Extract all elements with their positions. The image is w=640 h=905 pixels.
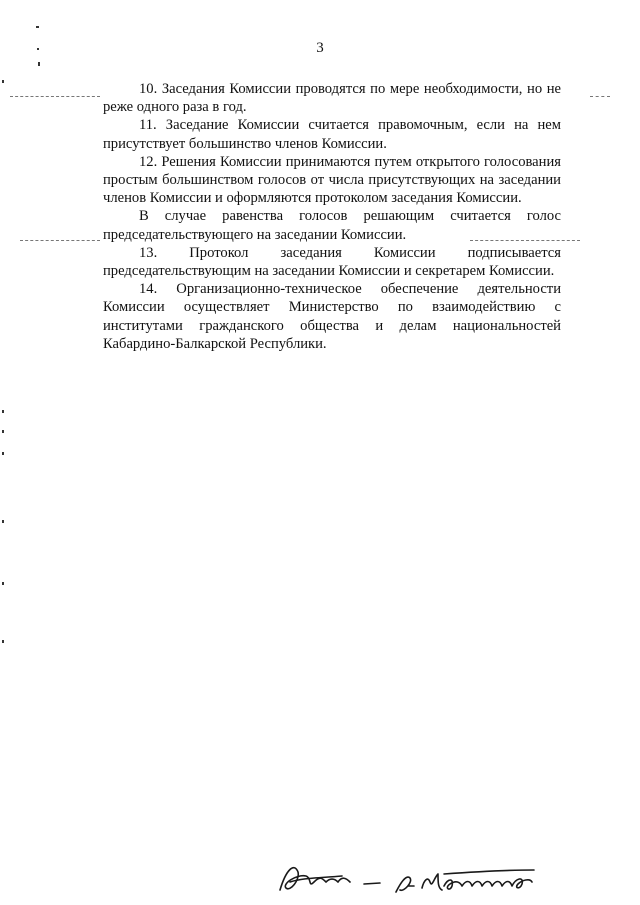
scan-speck xyxy=(2,430,4,433)
document-body xyxy=(103,80,561,353)
scan-speck xyxy=(2,80,4,83)
handwritten-signature xyxy=(272,848,572,903)
scan-streak xyxy=(10,96,100,98)
signature-scribble xyxy=(272,848,572,903)
paragraph-10: 10. Заседания Комиссии проводятся по мере необходимости, но не реже одного раза в год. xyxy=(103,81,561,116)
scan-streak xyxy=(20,240,100,242)
scan-streak xyxy=(590,96,610,98)
scan-speck xyxy=(2,520,4,523)
paragraph-13: 13. Протокол заседания Комиссии подписывается председательствующим на заседании Комиссии и секретарем Комиссии. xyxy=(103,244,561,280)
scan-speck xyxy=(36,26,39,28)
paragraph-12: 12. Решения Комиссии принимаются путем открытого голосования простым большинством голосов от числа присутствующих на заседании членов Комиссии и оформляются протоколом заседания Комиссии. xyxy=(103,153,561,207)
scan-speck xyxy=(2,452,4,455)
scan-speck xyxy=(2,640,4,643)
paragraph-11: 11. Заседание Комиссии считается правомочным, если на нем присутствует большинство членов Комиссии. xyxy=(103,117,561,152)
scan-speck xyxy=(2,582,4,585)
scan-speck xyxy=(2,410,4,413)
paragraph-12-tie-rule: В случае равенства голосов решающим считается голос председательствующего на заседании Комиссии. xyxy=(103,208,561,243)
paragraph-14: 14. Организационно-техническое обеспечение деятельности Комиссии осуществляет Министерство по взаимодействию с институтами гражданского общества и делам национальностей Кабардино-Балкарской Республики. xyxy=(103,281,561,352)
scan-speck xyxy=(38,62,40,66)
page-number: 3 xyxy=(316,40,324,56)
